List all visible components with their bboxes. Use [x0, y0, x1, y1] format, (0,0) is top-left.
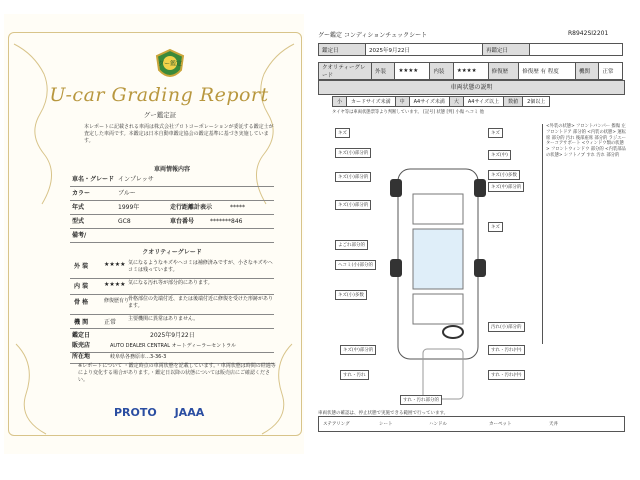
damage-label: キズ(小)部分的: [335, 200, 371, 210]
condition-section-title: 車両状態の説明: [318, 80, 625, 95]
damage-label: キズ: [488, 222, 503, 232]
grade-row-frame: 骨 格 修復歴有り 骨格部位の先端付近、または後端付近に修復を受けた形跡があります。: [70, 294, 274, 315]
address-row: 所在地 岐阜県各務原市…3-36-3: [70, 351, 274, 364]
proto-logo: PROTO: [114, 406, 157, 419]
svg-text:グー鑑定: グー鑑定: [157, 60, 183, 68]
damage-label: 汚れ(小)部分的: [488, 322, 525, 332]
legend-note: タイヤ等は車両状態票等より判断しています。 [記号] 状態 [判] 小傷 ヘコミ 他: [332, 110, 484, 115]
vehicle-row: 型式 GC8 車台番号 *******846: [70, 216, 274, 229]
vehicle-row: 年式 1999年 走行距離計表示 *****: [70, 202, 274, 215]
damage-label: すれ・汚れ(中): [488, 345, 525, 355]
sheet-footer-box: ステアリング シート ハンドル カーペット 天井: [318, 416, 625, 432]
grade-section-title: クオリティーグレード: [142, 249, 202, 256]
vehicle-row: カラー ブルー: [70, 188, 274, 201]
damage-label: よごれ部分的: [335, 240, 368, 250]
damage-label: キズ: [335, 128, 350, 138]
damage-label: キズ(小)多数: [488, 170, 520, 180]
logos: [114, 406, 204, 419]
sheet-id: R8942SI2201: [568, 30, 609, 37]
sheet-title: グー鑑定 コンディションチェックシート: [318, 32, 428, 39]
remarks-column: <外装の状態> フロントバンパー 擦傷 左フロントドア 部分的 <内装の状態> 運転席 部分的 汚れ 後部座席 部分的 ラジエーターコアサポート <ウィンドウ類の状態> フロントウィンドウ 部分的 <内装部品の状態> シフトノブ すれ 汚れ 部分的: [542, 124, 627, 344]
vehicle-row: 備考/: [70, 230, 274, 243]
sheet-header-table: 鑑定日 2025年9月22日 再鑑定日: [318, 43, 623, 56]
grade-row-interior: 内 装 ★★★★ 気になる汚れ等が部分的にあります。: [70, 278, 274, 295]
certificate-notes: ※レポートについて ・鑑定時点の車両状態を記載しています。・車両状態は時間の経過等により変化する場合があります。・鑑定日以降の状態については販売店にご確認ください。: [78, 363, 276, 383]
certificate-subtitle: グー鑑定証: [143, 111, 177, 119]
grade-row-exterior: 外 装 ★★★★ 気になるようなキズやヘコミは補修済みですが、小さなキズやヘコミは残っています。: [70, 258, 274, 279]
sheet-footnote: 車両状態の確認は、停止状態で実施できる範囲で行っています。: [318, 411, 449, 416]
damage-label: すれ・汚れ(中): [488, 370, 525, 380]
size-legend-table: 小 カードサイズ未満 中 A4サイズ未満 大 A4サイズ以上 数値 2個以上: [332, 96, 550, 107]
vehicle-row: 車名・グレード インプレッサ: [70, 174, 274, 187]
damage-label: キズ(中)部分的: [340, 345, 376, 355]
damage-label: キズ(中)部分的: [488, 182, 524, 192]
damage-label: すれ・汚れ部分的: [400, 395, 442, 405]
damage-label: ヘコミ(小)部分的: [335, 260, 376, 270]
jaaa-logo: JAAA: [174, 406, 205, 419]
certificate-intro: 本レポートに記載される車両は株式会社プロトコーポレーションが委託する鑑定士が査定した車両です。本鑑定は日本自動車鑑定協会の鑑定基準に基づき実施しています。: [84, 124, 274, 144]
damage-label: キズ(小)部分的: [335, 172, 371, 182]
date-row: 鑑定日 2025年9月22日: [72, 332, 195, 339]
certificate-title: U-car Grading Report: [49, 84, 269, 106]
grading-certificate: [4, 14, 304, 454]
vehicle-section-title: 車両情報内容: [153, 166, 190, 173]
damage-label: キズ(小)部分的: [335, 148, 371, 158]
damage-label: キズ(中): [488, 150, 511, 160]
grade-row-engine: 機 関 正常 主要機関に異常はありません。: [70, 314, 274, 329]
shop-row: 販売店 AUTO DEALER CENTRAL オートディーラーセントラル: [70, 340, 274, 353]
damage-label: キズ: [488, 128, 503, 138]
damage-label: キズ(小)多数: [335, 290, 367, 300]
damage-label: すれ・汚れ: [340, 370, 369, 380]
goo-badge-icon: [155, 48, 185, 82]
quality-grade-table: クオリティーグレード 外装 ★★★★ 内装 ★★★★ 修復歴 修復歴 有 程度 機関 正常: [318, 62, 623, 80]
